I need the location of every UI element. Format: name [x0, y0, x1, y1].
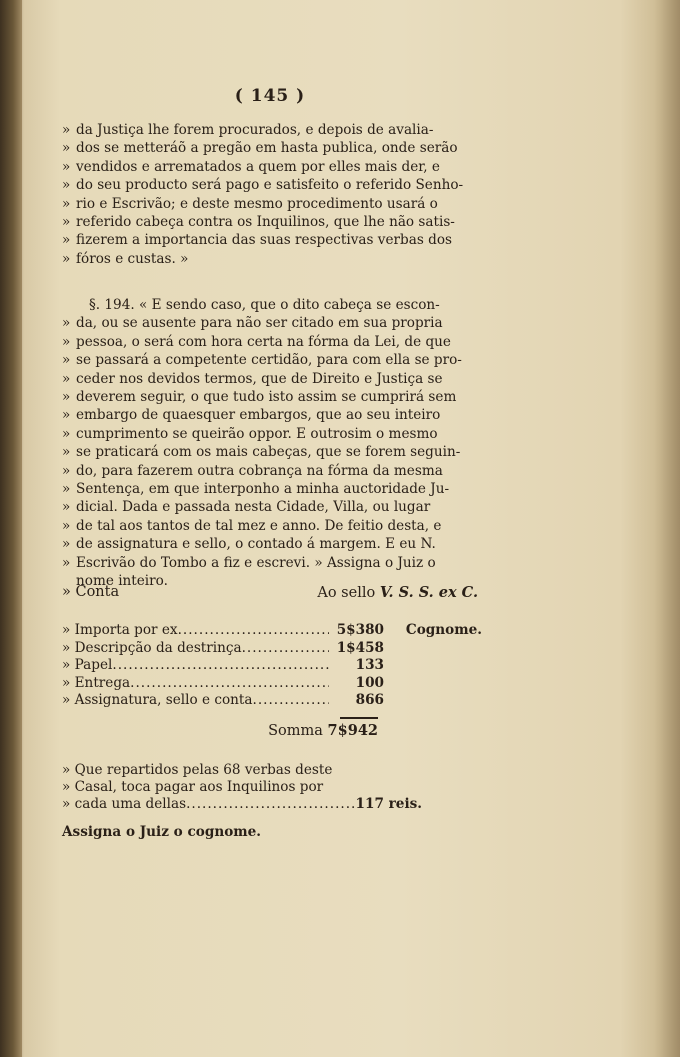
quote-mark: »: [62, 370, 71, 387]
quote-mark: »: [62, 554, 71, 571]
text-line: [62, 176, 480, 194]
line-text: se praticará com os mais cabeças, que se forem seguin-: [76, 444, 461, 461]
line-text: pessoa, o será com hora certa na fórma da Lei, de que: [76, 333, 451, 350]
quote-mark: »: [62, 536, 71, 553]
line-text: do seu producto será pago e satisfeito o referido Senho-: [76, 177, 464, 194]
final-line: » Que repartidos pelas 68 verbas deste: [62, 762, 333, 778]
quote-mark: »: [62, 517, 71, 534]
text-line: [62, 333, 480, 351]
line-text: cumprimento se queirão oppor. E outrosim o mesmo: [76, 425, 438, 442]
conta-item-row: [62, 692, 482, 710]
line-text: §. 194. « E sendo caso, que o dito cabeça se escon-: [76, 297, 440, 313]
leader-dots: [253, 692, 330, 710]
line-text: Escrivão do Tombo a fiz e escrevi. » Assigna o Juiz o: [76, 554, 436, 571]
quote-mark: »: [62, 177, 71, 194]
item-value: 5$380: [336, 622, 384, 638]
somma-value: 7$942: [327, 722, 378, 739]
quote-mark: »: [62, 250, 71, 267]
quote-mark: »: [62, 158, 71, 175]
quote-mark: »: [62, 425, 71, 442]
conta-header: [62, 584, 478, 601]
leader-dots: [186, 796, 355, 813]
quote-mark: »: [62, 214, 71, 231]
line-text: referido cabeça contra os Inquilinos, que lhe não satis-: [76, 214, 455, 231]
final-line: » Casal, toca pagar aos Inquilinos por: [62, 779, 324, 796]
item-extra: Cognome.: [405, 622, 482, 638]
text-line: [62, 498, 480, 516]
item-label: » Papel: [62, 657, 113, 674]
quote-mark: »: [62, 462, 71, 479]
item-extra: [384, 657, 482, 675]
item-label: » Entrega: [62, 674, 131, 691]
somma-line: [262, 722, 378, 739]
line-text: embargo de quaesquer embargos, que ao seu inteiro: [76, 407, 441, 424]
text-line: [62, 406, 480, 424]
item-label: » Importa por ex: [62, 622, 178, 638]
sello-prefix: Ao sello: [317, 585, 376, 601]
item-value: 100: [355, 674, 384, 691]
somma-label: Somma: [268, 723, 323, 739]
sello-value: V. S. S. ex C.: [379, 584, 478, 601]
line-text: da Justiça lhe forem procurados, e depois de avalia-: [76, 122, 434, 138]
conta-items: [62, 622, 482, 710]
somma-rule: [340, 717, 378, 719]
line-text: ceder nos devidos termos, que de Direito e Justiça se: [76, 370, 443, 387]
paragraph-2: [62, 296, 480, 591]
item-value: 133: [355, 657, 384, 674]
text-line: [62, 462, 480, 480]
quote-mark: »: [62, 407, 71, 424]
quote-mark: »: [62, 315, 71, 332]
line-text: Sentença, em que interponho a minha auctoridade Ju-: [76, 481, 450, 498]
text-line: [62, 139, 480, 157]
line-text: do, para fazerem outra cobrança na fórma da mesma: [76, 462, 443, 479]
conta-label: » Conta: [62, 584, 120, 600]
quote-mark: »: [62, 195, 71, 212]
line-text: fóros e custas. »: [76, 250, 189, 267]
item-label: » Descripção da destrinça: [62, 639, 242, 656]
conta-item-row: [62, 622, 482, 640]
item-extra: [384, 675, 482, 693]
text-line: [62, 517, 480, 535]
item-value: 866: [355, 692, 384, 709]
line-text: deverem seguir, o que tudo isto assim se cumprirá sem: [76, 389, 457, 406]
line-text: dos se metteráõ a pregão em hasta publica, onde serão: [76, 140, 458, 157]
line-text: rio e Escrivão; e deste mesmo procedimento usará o: [76, 195, 438, 212]
text-line: [62, 296, 480, 314]
line-text: vendidos e arrematados a quem por elles mais der, e: [76, 158, 440, 175]
final-dotline-value: 117 reis.: [355, 796, 422, 813]
item-extra: [384, 692, 482, 710]
item-extra: [384, 640, 482, 658]
text-line: [62, 480, 480, 498]
item-value: 1$458: [336, 639, 384, 656]
page-edge-shadow: [654, 0, 680, 1057]
text-line: [62, 351, 480, 369]
leader-dots: [130, 675, 329, 693]
book-spine-shadow: [0, 0, 22, 1057]
line-text: da, ou se ausente para não ser citado em sua propria: [76, 315, 443, 332]
sello-note: [317, 584, 478, 601]
line-text: de tal aos tantos de tal mez e anno. De feitio desta, e: [76, 517, 442, 534]
quote-mark: »: [62, 389, 71, 406]
signature-line: Assigna o Juiz o cognome.: [62, 824, 262, 840]
line-text: de assignatura e sello, o contado á margem. E eu N.: [76, 536, 436, 553]
quote-mark: »: [62, 444, 71, 461]
text-line: [62, 231, 480, 249]
paragraph-1: [62, 121, 480, 268]
conta-item-row: [62, 640, 482, 658]
line-text: dicial. Dada e passada nesta Cidade, Villa, ou lugar: [76, 499, 431, 516]
final-dotline-label: » cada uma dellas: [62, 796, 187, 813]
text-line: [62, 250, 480, 268]
conta-item-row: [62, 657, 482, 675]
text-line: [62, 443, 480, 461]
final-note: [62, 762, 422, 814]
text-line: [62, 535, 480, 553]
quote-mark: »: [62, 140, 71, 157]
text-line: [62, 370, 480, 388]
text-line: [62, 213, 480, 231]
quote-mark: »: [62, 481, 71, 498]
text-line: [62, 388, 480, 406]
text-line: [62, 121, 480, 139]
line-text: se passará a competente certidão, para com ella se pro-: [76, 352, 462, 369]
item-label: » Assignatura, sello e conta: [62, 692, 253, 709]
conta-item-row: [62, 675, 482, 693]
text-line: [62, 158, 480, 176]
text-line: [62, 554, 480, 572]
leader-dots: [112, 657, 329, 675]
quote-mark: »: [62, 122, 71, 138]
final-dotline: [62, 796, 422, 813]
line-text: nome inteiro.: [76, 573, 168, 590]
leader-dots: [242, 640, 329, 658]
quote-mark: »: [62, 232, 71, 249]
quote-mark: »: [62, 499, 71, 516]
text-line: [62, 195, 480, 213]
quote-mark: »: [62, 352, 71, 369]
page-number: ( 145 ): [234, 86, 306, 106]
text-line: [62, 425, 480, 443]
quote-mark: »: [62, 333, 71, 350]
text-line: [62, 314, 480, 332]
line-text: fizerem a importancia das suas respectivas verbas dos: [76, 232, 452, 249]
leader-dots: [178, 622, 329, 640]
